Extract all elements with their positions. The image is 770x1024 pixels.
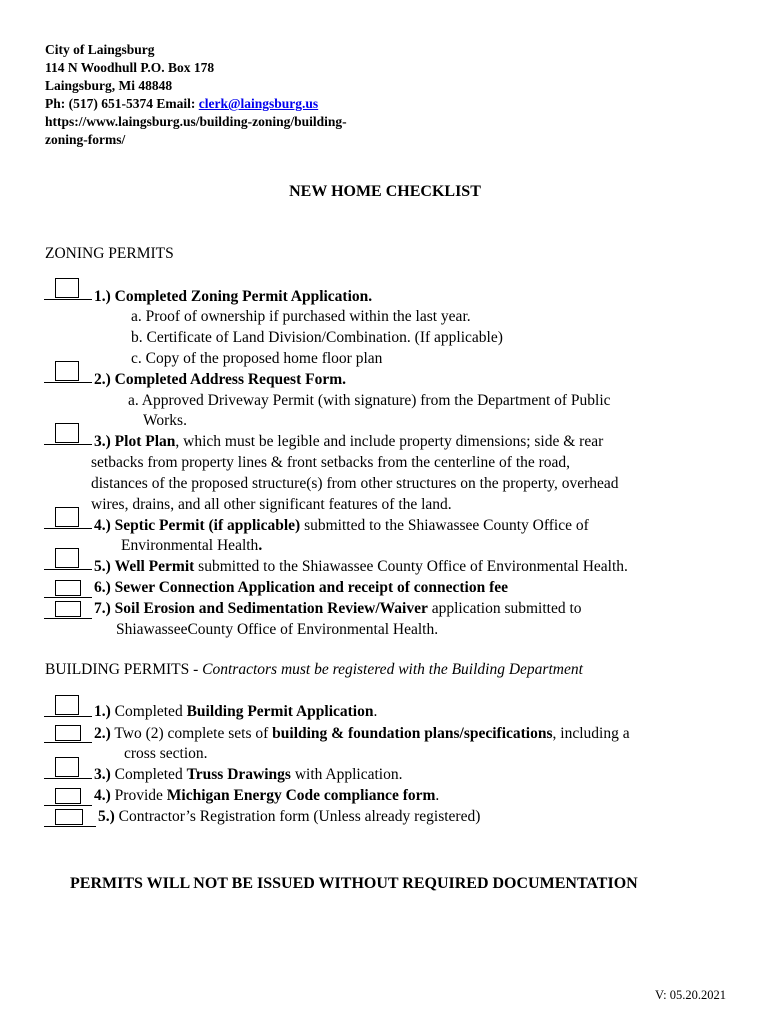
version-label: V: 05.20.2021 <box>655 988 726 1002</box>
zoning-item2-sub-a-cont: Works. <box>143 412 187 429</box>
zoning-item2-sub-a: a. Approved Driveway Permit (with signature) from the Department of Public <box>128 392 611 409</box>
required-docs-notice: PERMITS WILL NOT BE ISSUED WITHOUT REQUIRED DOCUMENTATION <box>70 875 638 892</box>
building-item3: 3.) Completed Truss Drawings with Application. <box>94 766 403 783</box>
building-item5: 5.) Contractor’s Registration form (Unless already registered) <box>98 808 481 825</box>
zoning-item7: 7.) Soil Erosion and Sedimentation Review/Waiver application submitted to <box>94 600 582 617</box>
zoning-item7-checkbox[interactable] <box>44 599 92 619</box>
zoning-item3-line2: setbacks from property lines & front setbacks from the centerline of the road, <box>91 454 571 471</box>
building-heading-note: Contractors must be registered with the Building Department <box>202 661 583 678</box>
page-title: NEW HOME CHECKLIST <box>289 183 481 200</box>
zoning-item4-line2: Environmental Health. <box>121 537 263 554</box>
building-item5-checkbox[interactable] <box>44 807 92 827</box>
email-link[interactable]: clerk@laingsburg.us <box>198 96 319 111</box>
zoning-item5-checkbox[interactable] <box>44 550 92 570</box>
zoning-item3-line4: wires, drains, and all other significant features of the land. <box>91 496 452 513</box>
zoning-item7-line2: ShiawasseeCounty Office of Environmental Health. <box>116 621 439 638</box>
building-item2-line2: cross section. <box>124 745 208 762</box>
building-item1: 1.) Completed Building Permit Application. <box>94 703 378 720</box>
zoning-item1-sub-c: c. Copy of the proposed home floor plan <box>131 350 383 367</box>
zoning-item6-checkbox[interactable] <box>44 578 92 598</box>
zoning-item4: 4.) Septic Permit (if applicable) submitted to the Shiawassee County Office of <box>94 517 589 534</box>
zoning-item2-checkbox[interactable] <box>44 363 92 383</box>
building-item4: 4.) Provide Michigan Energy Code compliance form. <box>94 787 440 804</box>
header-address: 114 N Woodhull P.O. Box 178 <box>45 60 215 75</box>
header-url-line1[interactable]: https://www.laingsburg.us/building-zoning/building- <box>45 114 347 129</box>
zoning-item4-checkbox[interactable] <box>44 509 92 529</box>
header-city-state: Laingsburg, Mi 48848 <box>45 78 173 93</box>
header-contact <box>45 95 318 113</box>
building-item3-checkbox[interactable] <box>44 759 92 779</box>
zoning-item3-checkbox[interactable] <box>44 425 92 445</box>
building-item2-checkbox[interactable] <box>44 723 92 743</box>
zoning-item3: 3.) Plot Plan, which must be legible and include property dimensions; side & rear <box>94 433 604 450</box>
zoning-heading: ZONING PERMITS <box>45 245 174 262</box>
zoning-item1: 1.) Completed Zoning Permit Application. <box>94 288 373 305</box>
zoning-item2: 2.) Completed Address Request Form. <box>94 371 347 388</box>
phone-label: Ph: (517) 651-5374 Email: <box>45 96 199 111</box>
zoning-item5: 5.) Well Permit submitted to the Shiawassee County Office of Environmental Health. <box>94 558 628 575</box>
building-heading: BUILDING PERMITS - Contractors must be registered with the Building Department <box>45 661 583 678</box>
header-url-line2[interactable]: zoning-forms/ <box>45 132 126 147</box>
zoning-item1-sub-b: b. Certificate of Land Division/Combination. (If applicable) <box>131 329 503 346</box>
zoning-item1-sub-a: a. Proof of ownership if purchased within the last year. <box>131 308 471 325</box>
zoning-item6: 6.) Sewer Connection Application and receipt of connection fee <box>94 579 509 596</box>
zoning-item1-checkbox[interactable] <box>44 280 92 300</box>
building-item2: 2.) Two (2) complete sets of building & foundation plans/specifications, including a <box>94 725 630 742</box>
zoning-item3-line3: distances of the proposed structure(s) from other structures on the property, overhead <box>91 475 619 492</box>
building-item4-checkbox[interactable] <box>44 786 92 806</box>
header-city: City of Laingsburg <box>45 42 155 57</box>
building-item1-checkbox[interactable] <box>44 697 92 717</box>
